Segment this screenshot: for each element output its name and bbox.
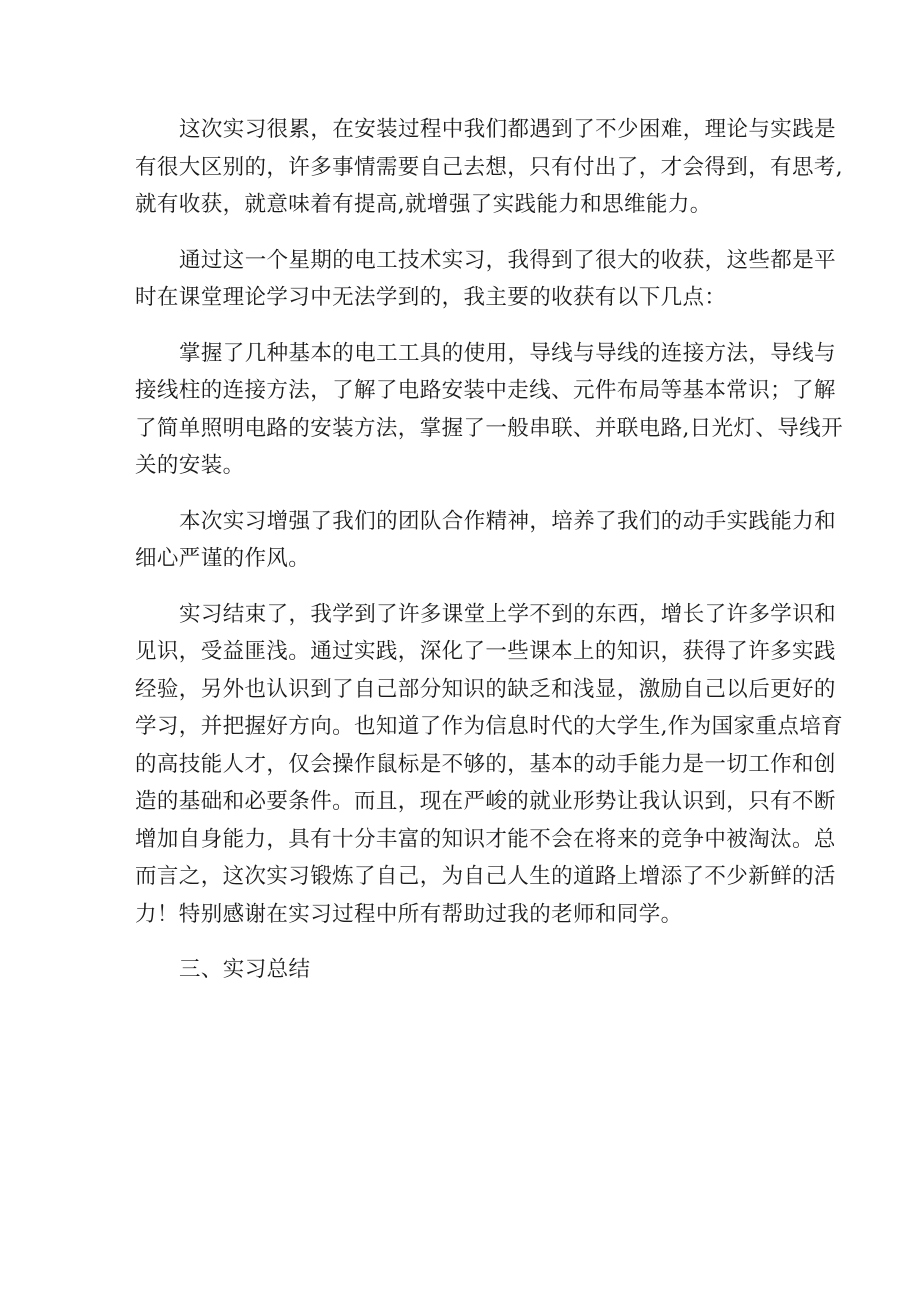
paragraph [135,503,837,578]
text-line: 关的安装。 [135,453,245,478]
section-heading [135,951,785,989]
text-line: 增加自身能力，具有十分丰富的知识才能不会在将来的竞争中被淘汰。总 [135,826,836,852]
paragraph [135,335,844,485]
text-line: 时在课堂理论学习中无法学到的，我主要的收获有以下几点： [135,285,727,310]
text-line: 经验，另外也认识到了自己部分知识的缺乏和浅显，激励自己以后更好的 [135,676,836,702]
text-line: 实习结束了，我学到了许多课堂上学不到的东西，增长了许多学识和 [179,601,837,627]
text-line: 这次实习很累，在安装过程中我们都遇到了不少困难，理论与实践是 [179,117,837,142]
text-line: 就有收获，就意味着有提高,就增强了实践能力和思维能力。 [135,192,712,217]
text-line: 有很大区别的，许多事情需要自己去想，只有付出了，才会得到，有思考, [135,154,844,180]
text-line: 掌握了几种基本的电工工具的使用，导线与导线的连接方法，导线与 [179,340,837,366]
document-body [135,111,844,989]
paragraph [135,111,844,224]
text-line: 细心严谨的作风。 [135,546,311,571]
text-line: 接线柱的连接方法，了解了电路安装中走线、元件布局等基本常识；了解 [135,378,836,403]
text-line: 见识，受益匪浅。通过实践，深化了一些课本上的知识，获得了许多实践 [135,639,836,664]
text-line: 本次实习增强了我们的团队合作精神，培养了我们的动手实践能力和 [179,508,837,534]
text-line: 通过这一个星期的电工技术实习，我得到了很大的收获，这些都是平 [179,247,837,273]
text-line: 力！特别感谢在实习过程中所有帮助过我的老师和同学。 [135,901,683,927]
text-line: 学习，并把握好方向。也知道了作为信息时代的大学生,作为国家重点培育 [135,714,844,739]
text-line: 造的基础和必要条件。而且，现在严峻的就业形势让我认识到，只有不断 [135,789,836,814]
paragraph [135,242,837,317]
paragraph [135,596,844,934]
text-line: 的高技能人才，仅会操作鼠标是不够的，基本的动手能力是一切工作和创 [135,751,836,777]
text-line: 了简单照明电路的安装方法，掌握了一般串联、并联电路,日光灯、导线开 [135,415,844,441]
text-line: 而言之，这次实习锻炼了自己，为自己人生的道路上增添了不少新鲜的活 [135,864,836,889]
section-heading-text: 三、实习总结 [179,957,311,982]
